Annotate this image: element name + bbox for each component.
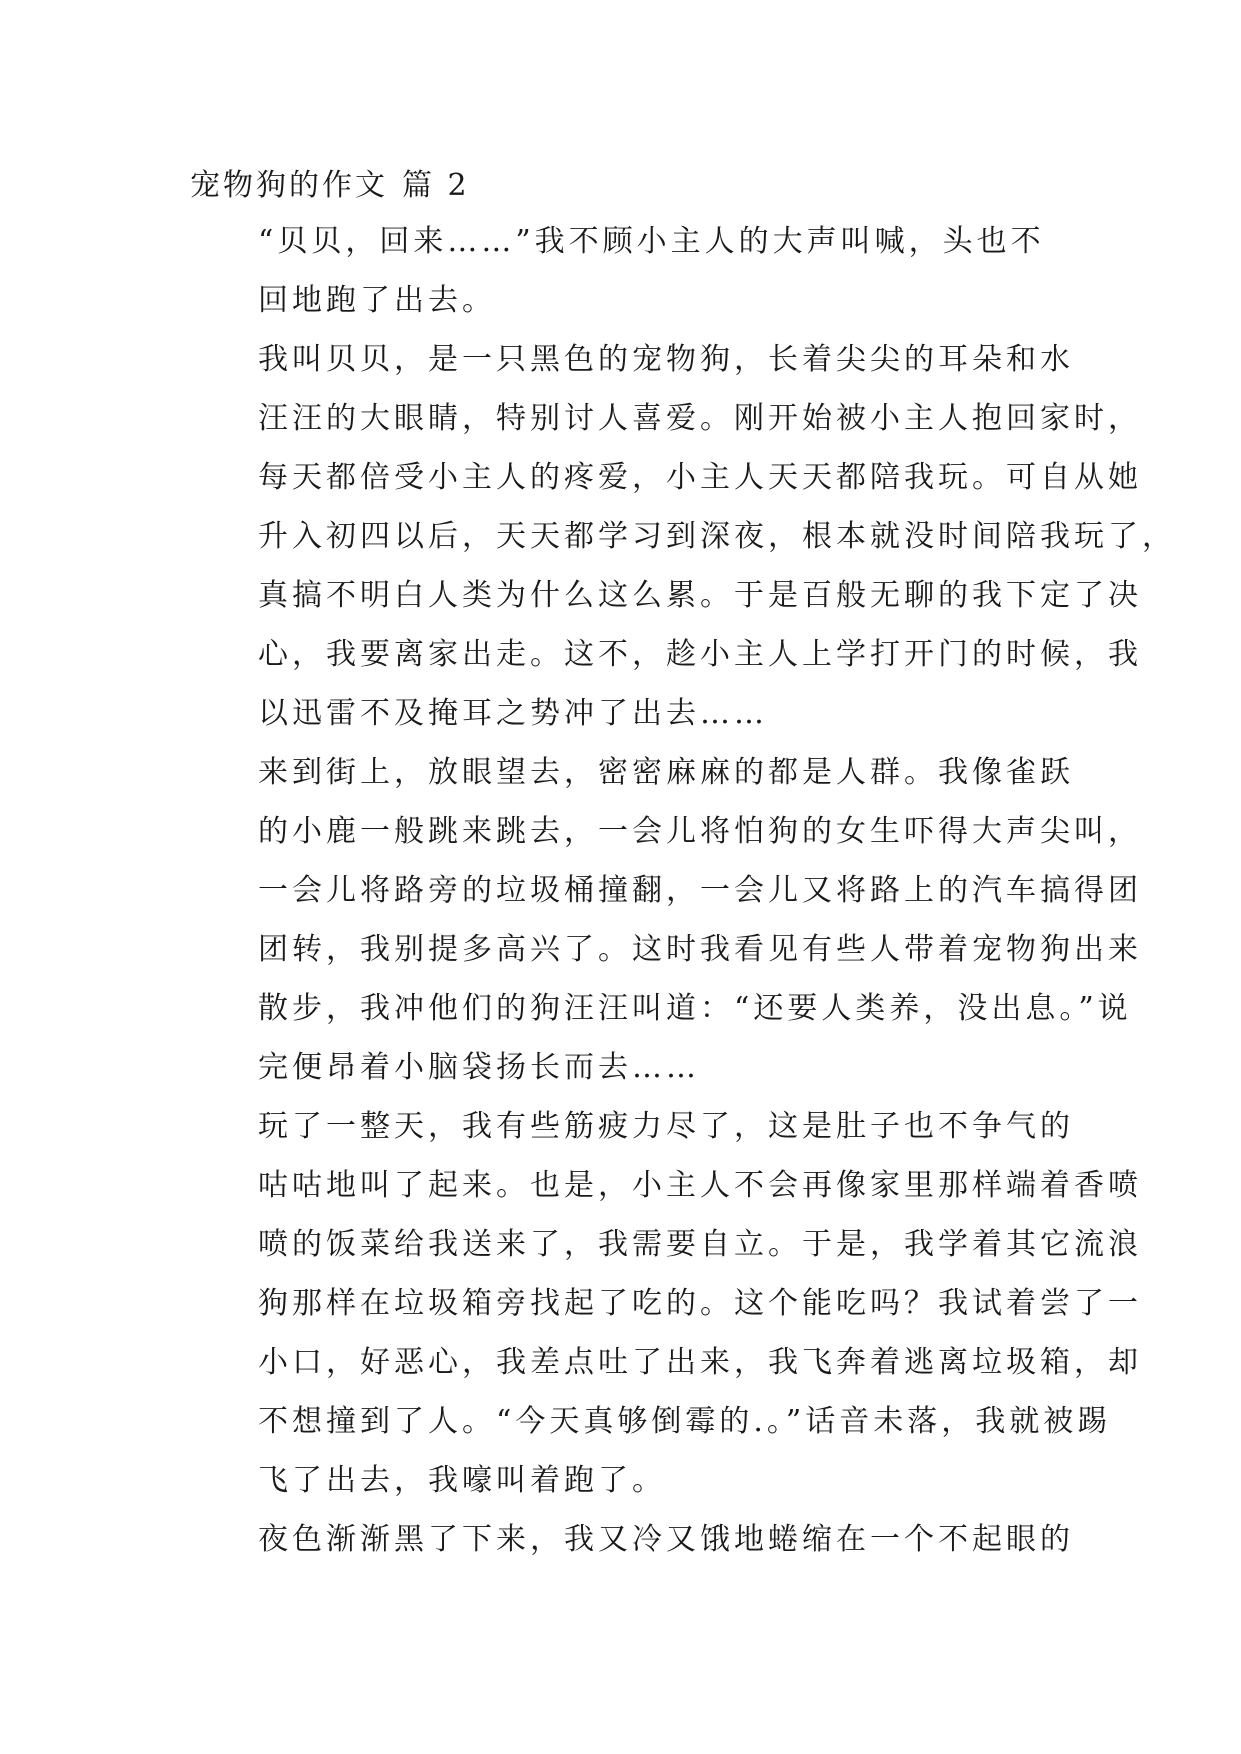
article-title [190, 160, 1050, 212]
text-line: 以迅雷不及掩耳之势冲了出去…… [258, 696, 768, 731]
text-line: “贝贝，回来……”我不顾小主人的大声叫喊，头也不 [258, 224, 1045, 259]
paragraph [190, 212, 1050, 330]
text-line: 的小鹿一般跳来跳去，一会儿将怕狗的女生吓得大声尖叫， [258, 814, 1142, 849]
text-line: 我叫贝贝，是一只黑色的宠物狗，长着尖尖的耳朵和水 [258, 342, 1074, 377]
text-line: 咕咕地叫了起来。也是，小主人不会再像家里那样端着香喷 [258, 1168, 1142, 1203]
text-line: 来到街上，放眼望去，密密麻麻的都是人群。我像雀跃 [258, 755, 1074, 790]
text-line: 升入初四以后，天天都学习到深夜，根本就没时间陪我玩了， [258, 519, 1176, 554]
text-line: 小口，好恶心，我差点吐了出来，我飞奔着逃离垃圾箱，却 [258, 1345, 1142, 1380]
text-line: 心，我要离家出走。这不，趁小主人上学打开门的时候，我 [258, 637, 1142, 672]
text-line: 狗那样在垃圾箱旁找起了吃的。这个能吃吗？我试着尝了一 [258, 1286, 1142, 1321]
text-line: 玩了一整天，我有些筋疲力尽了，这是肚子也不争气的 [258, 1109, 1074, 1144]
text-line: 夜色渐渐黑了下来，我又冷又饿地蜷缩在一个不起眼的 [258, 1522, 1074, 1557]
paragraph [190, 1097, 1142, 1510]
text-line: 飞了出去，我嚎叫着跑了。 [258, 1463, 666, 1498]
text-line: 完便昂着小脑袋扬长而去…… [258, 1050, 700, 1085]
section-label: 篇 2 [402, 168, 470, 203]
text-line: 不想撞到了人。“今天真够倒霉的.。”话音未落，我就被踢 [258, 1404, 1112, 1439]
text-line: 团转，我别提多高兴了。这时我看见有些人带着宠物狗出来 [258, 932, 1142, 967]
text-line: 散步，我冲他们的狗汪汪叫道：“还要人类养，没出息。”说 [258, 991, 1132, 1026]
text-line: 每天都倍受小主人的疼爱，小主人天天都陪我玩。可自从她 [258, 460, 1142, 495]
text-line: 汪汪的大眼睛，特别讨人喜爱。刚开始被小主人抱回家时， [258, 401, 1142, 436]
title-text: 宠物狗的作文 [190, 168, 388, 203]
text-line: 回地跑了出去。 [258, 283, 496, 318]
text-line: 一会儿将路旁的垃圾桶撞翻，一会儿又将路上的汽车搞得团 [258, 873, 1142, 908]
paragraph [190, 1510, 1074, 1569]
text-line: 真搞不明白人类为什么这么累。于是百般无聊的我下定了决 [258, 578, 1142, 613]
paragraph [190, 330, 1176, 743]
text-line: 喷的饭菜给我送来了，我需要自立。于是，我学着其它流浪 [258, 1227, 1142, 1262]
article-body [190, 160, 1176, 1569]
paragraph [190, 743, 1142, 1097]
